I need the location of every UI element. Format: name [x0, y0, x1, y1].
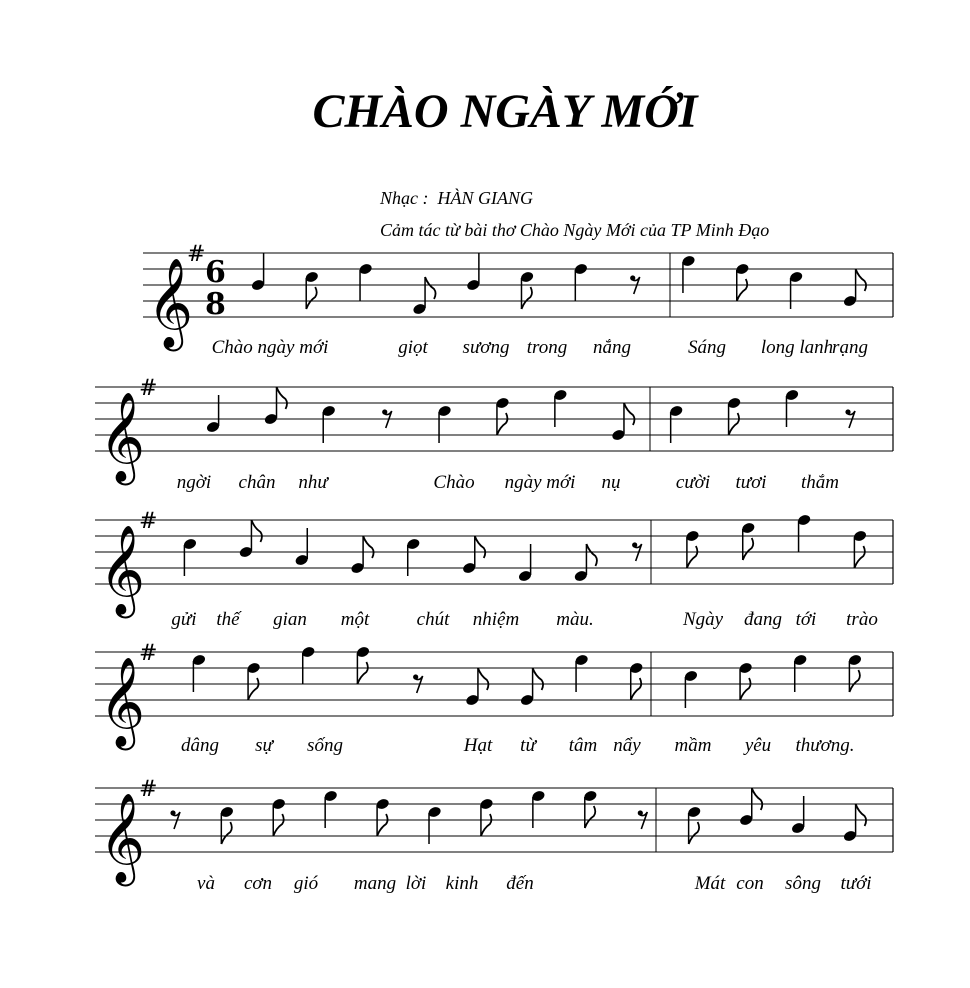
lyric-word: mầm: [674, 735, 712, 756]
quarter-note: [183, 537, 198, 576]
eighth-note: [727, 396, 742, 435]
quarter-note: [206, 395, 221, 434]
eighth-note: [843, 804, 867, 843]
eighth-note: [738, 661, 753, 700]
lyric-word: sương: [462, 337, 510, 358]
treble-clef-icon: 𝄞: [147, 258, 194, 348]
quarter-note: [406, 537, 421, 576]
quarter-note: [301, 645, 316, 684]
eighth-note: [356, 645, 371, 684]
eighth-note: [843, 269, 867, 308]
eighth-note: [583, 789, 598, 828]
key-signature-sharp: #: [139, 641, 158, 666]
lyric-word: tới: [795, 609, 817, 630]
eighth-note: [219, 805, 234, 844]
lyric-word: đang: [744, 609, 782, 630]
lyric-word: như: [298, 472, 328, 493]
lyric-word: kinh: [445, 873, 479, 894]
quarter-note: [797, 513, 812, 552]
eighth-note: [741, 521, 756, 560]
quarter-note: [789, 270, 804, 309]
quarter-note: [358, 262, 373, 301]
quarter-note: [437, 404, 452, 443]
lyric-word: sống: [307, 735, 343, 756]
quarter-note: [793, 653, 808, 692]
lyric-word: Ngày: [682, 609, 724, 630]
eighth-note: [520, 668, 544, 707]
lyric-word: mang: [353, 873, 397, 894]
eighth-note: [735, 262, 750, 301]
eighth-note: [304, 270, 319, 309]
lyric-word: Hạt: [463, 735, 493, 756]
treble-clef-icon: 𝄞: [99, 392, 146, 482]
treble-clef-icon: 𝄞: [99, 657, 146, 747]
composer-name: HÀN GIANG: [437, 188, 533, 208]
lyric-word: tưới: [840, 873, 872, 894]
lyric-word: sông: [785, 873, 821, 894]
lyric-word: nhiệm: [472, 609, 520, 630]
key-signature-sharp: #: [139, 509, 158, 534]
lyric-word: trong: [526, 337, 568, 358]
lyric-word: cơn: [243, 873, 273, 894]
quarter-note: [518, 544, 533, 583]
lyric-word: nẩy: [613, 735, 641, 756]
key-signature-sharp: #: [139, 777, 158, 802]
quarter-note: [574, 653, 589, 692]
lyric-word: giọt: [398, 337, 428, 358]
lyric-word: Sáng: [688, 337, 726, 358]
quarter-note: [681, 254, 696, 293]
lyric-word: gian: [273, 609, 307, 630]
lyric-word: tâm: [568, 735, 598, 756]
quarter-note: [294, 528, 309, 567]
lyric-word: lời: [405, 873, 427, 894]
lyric-word: cười: [675, 472, 711, 493]
quarter-note: [791, 796, 806, 835]
treble-clef-icon: 𝄞: [99, 525, 146, 615]
eighth-note: [611, 403, 635, 442]
eighth-note: [350, 536, 374, 575]
lyric-word: tươi: [735, 472, 767, 493]
lyric-word: Mát: [694, 873, 726, 894]
lyric-word: từ: [520, 735, 536, 756]
quarter-note: [323, 789, 338, 828]
quarter-note: [553, 388, 568, 427]
eighth-note: [246, 661, 261, 700]
key-signature-sharp: #: [187, 242, 206, 267]
quarter-note: [321, 404, 336, 443]
eighth-note: [238, 520, 262, 559]
lyric-word: long lanh: [760, 337, 834, 358]
composer-label: Nhạc :: [380, 188, 429, 208]
eighth-note: [685, 529, 700, 568]
lyric-word: nắng: [593, 337, 631, 358]
eighth-note: [465, 668, 489, 707]
lyric-word: gió: [293, 873, 319, 894]
lyric-word: một: [340, 609, 370, 630]
lyric-word: chút: [416, 609, 450, 630]
quarter-note: [192, 653, 207, 692]
eighth-note: [462, 536, 486, 575]
quarter-note: [427, 805, 442, 844]
song-subtitle: Cảm tác từ bài thơ Chào Ngày Mới của TP Minh Đạo: [380, 220, 770, 240]
lyric-word: nụ: [601, 472, 621, 493]
key-signature-sharp: #: [139, 376, 158, 401]
eighth-note: [520, 270, 535, 309]
quarter-note: [251, 253, 266, 292]
quarter-note: [785, 388, 800, 427]
eighth-note: [375, 797, 390, 836]
eighth-note: [412, 277, 436, 316]
lyric-word: thế: [216, 609, 240, 630]
eighth-note: [495, 396, 510, 435]
lyric-word: ngày mới: [504, 472, 576, 493]
lyric-word: ngời: [176, 472, 212, 493]
lyric-word: trào: [846, 609, 878, 630]
lyric-word: thắm: [801, 472, 839, 493]
time-signature-bottom: 8: [205, 287, 226, 322]
song-title: CHÀO NGÀY MỚI: [312, 85, 698, 138]
lyric-word: thương.: [795, 735, 855, 756]
staff-system: [95, 777, 893, 894]
staff-system: [95, 376, 893, 493]
eighth-note: [687, 805, 702, 844]
staff-system: [143, 242, 893, 358]
lyric-word: yêu: [744, 735, 772, 756]
eighth-note: [739, 788, 763, 827]
lyric-word: Chào ngày mới: [211, 337, 329, 358]
eighth-note: [263, 387, 287, 426]
eighth-note: [573, 544, 597, 583]
eighth-note: [629, 661, 644, 700]
lyric-word: màu.: [556, 609, 594, 630]
eighth-note: [848, 653, 863, 692]
time-signature-top: 6: [205, 255, 226, 290]
lyric-word: gửi: [171, 609, 197, 630]
treble-clef-icon: 𝄞: [99, 793, 146, 883]
staff-system: [95, 641, 893, 756]
staff-system: [95, 509, 893, 630]
lyric-word: dâng: [181, 735, 219, 756]
quarter-note: [531, 789, 546, 828]
quarter-note: [669, 404, 684, 443]
quarter-note: [466, 253, 481, 292]
eighth-note: [853, 529, 868, 568]
lyric-word: chân: [238, 472, 276, 493]
lyric-word: đến: [506, 873, 534, 894]
quarter-note: [684, 669, 699, 708]
lyric-word: Chào: [433, 472, 475, 493]
quarter-note: [573, 262, 588, 301]
eighth-note: [479, 797, 494, 836]
lyric-word: sự: [255, 735, 273, 756]
eighth-note: [271, 797, 286, 836]
lyric-word: rạng: [832, 337, 868, 358]
lyric-word: con: [736, 873, 764, 894]
lyric-word: và: [197, 873, 215, 894]
